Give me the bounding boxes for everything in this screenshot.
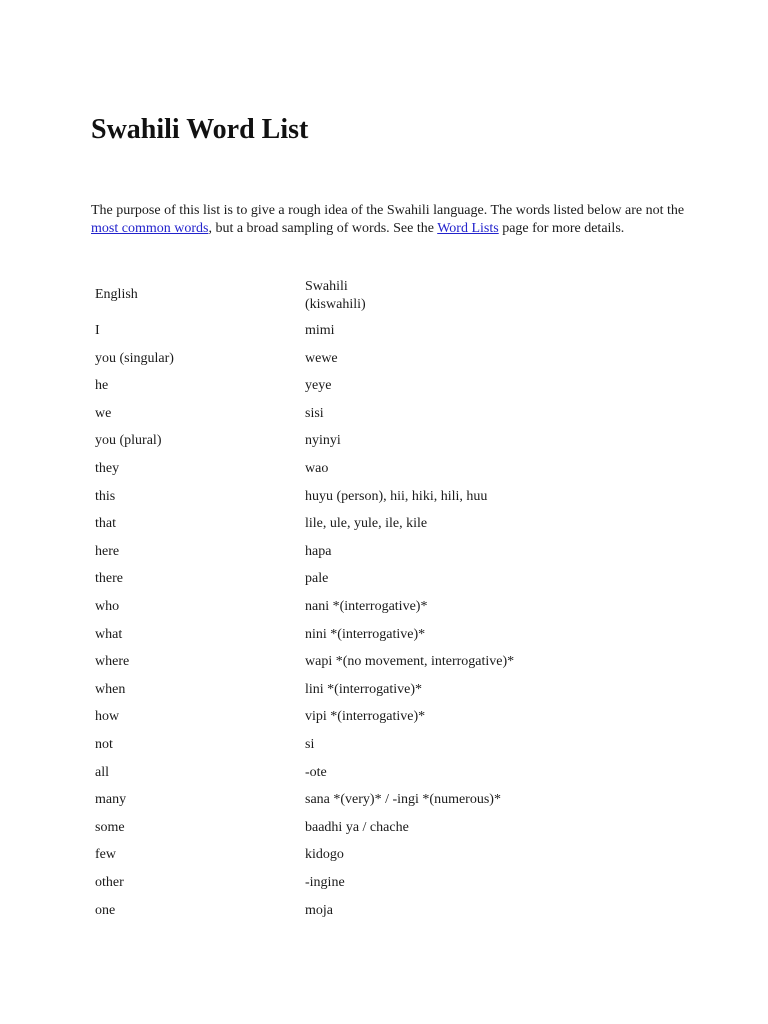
cell-english: who bbox=[95, 599, 120, 614]
table-row bbox=[95, 488, 655, 508]
table-row bbox=[95, 874, 655, 894]
intro-paragraph bbox=[91, 202, 691, 238]
cell-english: some bbox=[95, 819, 125, 835]
cell-swahili: lile, ule, yule, ile, kile bbox=[305, 516, 428, 532]
cell-swahili: nani *(interrogative)* bbox=[305, 599, 428, 614]
cell-swahili: -ingine bbox=[305, 875, 345, 890]
cell-swahili: wapi *(no movement, interrogative)* bbox=[305, 654, 515, 670]
cell-english: you (singular) bbox=[95, 350, 174, 366]
cell-swahili: wewe bbox=[305, 350, 338, 366]
table-row bbox=[95, 570, 655, 590]
cell-english: here bbox=[95, 543, 120, 559]
cell-english: not bbox=[95, 737, 113, 752]
cell-english: many bbox=[95, 792, 127, 808]
table-row bbox=[95, 708, 655, 728]
cell-swahili: -ote bbox=[305, 764, 327, 780]
cell-english: they bbox=[95, 461, 120, 476]
table-row bbox=[95, 846, 655, 866]
cell-swahili: wao bbox=[305, 461, 329, 476]
table-row bbox=[95, 432, 655, 452]
cell-english: you (plural) bbox=[95, 433, 162, 449]
cell-english: there bbox=[95, 571, 123, 587]
cell-english: one bbox=[95, 902, 116, 918]
table-header-swahili-sub: (kiswahili) bbox=[305, 297, 366, 312]
intro-text-1: The purpose of this list is to give a rough idea of the Swahili language. The words listed below are not the bbox=[91, 203, 685, 218]
table-row bbox=[95, 377, 655, 397]
table-row bbox=[95, 626, 655, 646]
table-row bbox=[95, 736, 655, 756]
cell-swahili: moja bbox=[305, 902, 333, 918]
cell-swahili: hapa bbox=[305, 543, 332, 559]
intro-text-2: , but a broad sampling of words. See the bbox=[208, 221, 438, 236]
table-row bbox=[95, 902, 655, 922]
table-header-swahili bbox=[305, 278, 366, 314]
table-row bbox=[95, 350, 655, 370]
cell-swahili: nini *(interrogative)* bbox=[305, 626, 426, 642]
cell-english: all bbox=[95, 764, 109, 780]
cell-english: few bbox=[95, 847, 116, 863]
cell-swahili: pale bbox=[305, 571, 329, 587]
cell-swahili: baadhi ya / chache bbox=[305, 819, 409, 835]
table-header-english: English bbox=[95, 287, 138, 302]
table-row bbox=[95, 543, 655, 563]
cell-english: other bbox=[95, 875, 124, 890]
cell-english: when bbox=[95, 681, 126, 697]
table-row bbox=[95, 791, 655, 811]
cell-english: we bbox=[95, 405, 112, 421]
cell-english: this bbox=[95, 488, 116, 504]
cell-swahili: vipi *(interrogative)* bbox=[305, 709, 426, 725]
cell-english: what bbox=[95, 626, 123, 642]
cell-english: where bbox=[95, 654, 130, 670]
word-lists-link[interactable]: Word Lists bbox=[437, 221, 499, 236]
table-row bbox=[95, 681, 655, 701]
intro-text-3: page for more details. bbox=[498, 221, 625, 236]
table-header-swahili-label: Swahili bbox=[305, 279, 348, 294]
table-row bbox=[95, 764, 655, 784]
cell-swahili: si bbox=[305, 737, 315, 752]
table-row bbox=[95, 515, 655, 535]
cell-swahili: kidogo bbox=[305, 847, 344, 863]
table-row bbox=[95, 653, 655, 673]
cell-english: how bbox=[95, 709, 120, 725]
cell-swahili: yeye bbox=[305, 378, 332, 394]
cell-swahili: sisi bbox=[305, 405, 324, 421]
cell-swahili: nyinyi bbox=[305, 433, 341, 449]
page-title: Swahili Word List bbox=[91, 114, 309, 145]
cell-english: that bbox=[95, 516, 116, 532]
cell-english: I bbox=[95, 323, 100, 338]
table-row bbox=[95, 322, 655, 342]
cell-swahili: lini *(interrogative)* bbox=[305, 681, 423, 697]
table-row bbox=[95, 405, 655, 425]
table-row bbox=[95, 598, 655, 618]
most-common-words-link[interactable]: most common words bbox=[91, 221, 209, 236]
table-row bbox=[95, 460, 655, 480]
cell-swahili: sana *(very)* / -ingi *(numerous)* bbox=[305, 792, 501, 808]
cell-swahili: huyu (person), hii, hiki, hili, huu bbox=[305, 488, 488, 504]
table-row bbox=[95, 819, 655, 839]
cell-swahili: mimi bbox=[305, 323, 335, 338]
cell-english: he bbox=[95, 378, 109, 394]
